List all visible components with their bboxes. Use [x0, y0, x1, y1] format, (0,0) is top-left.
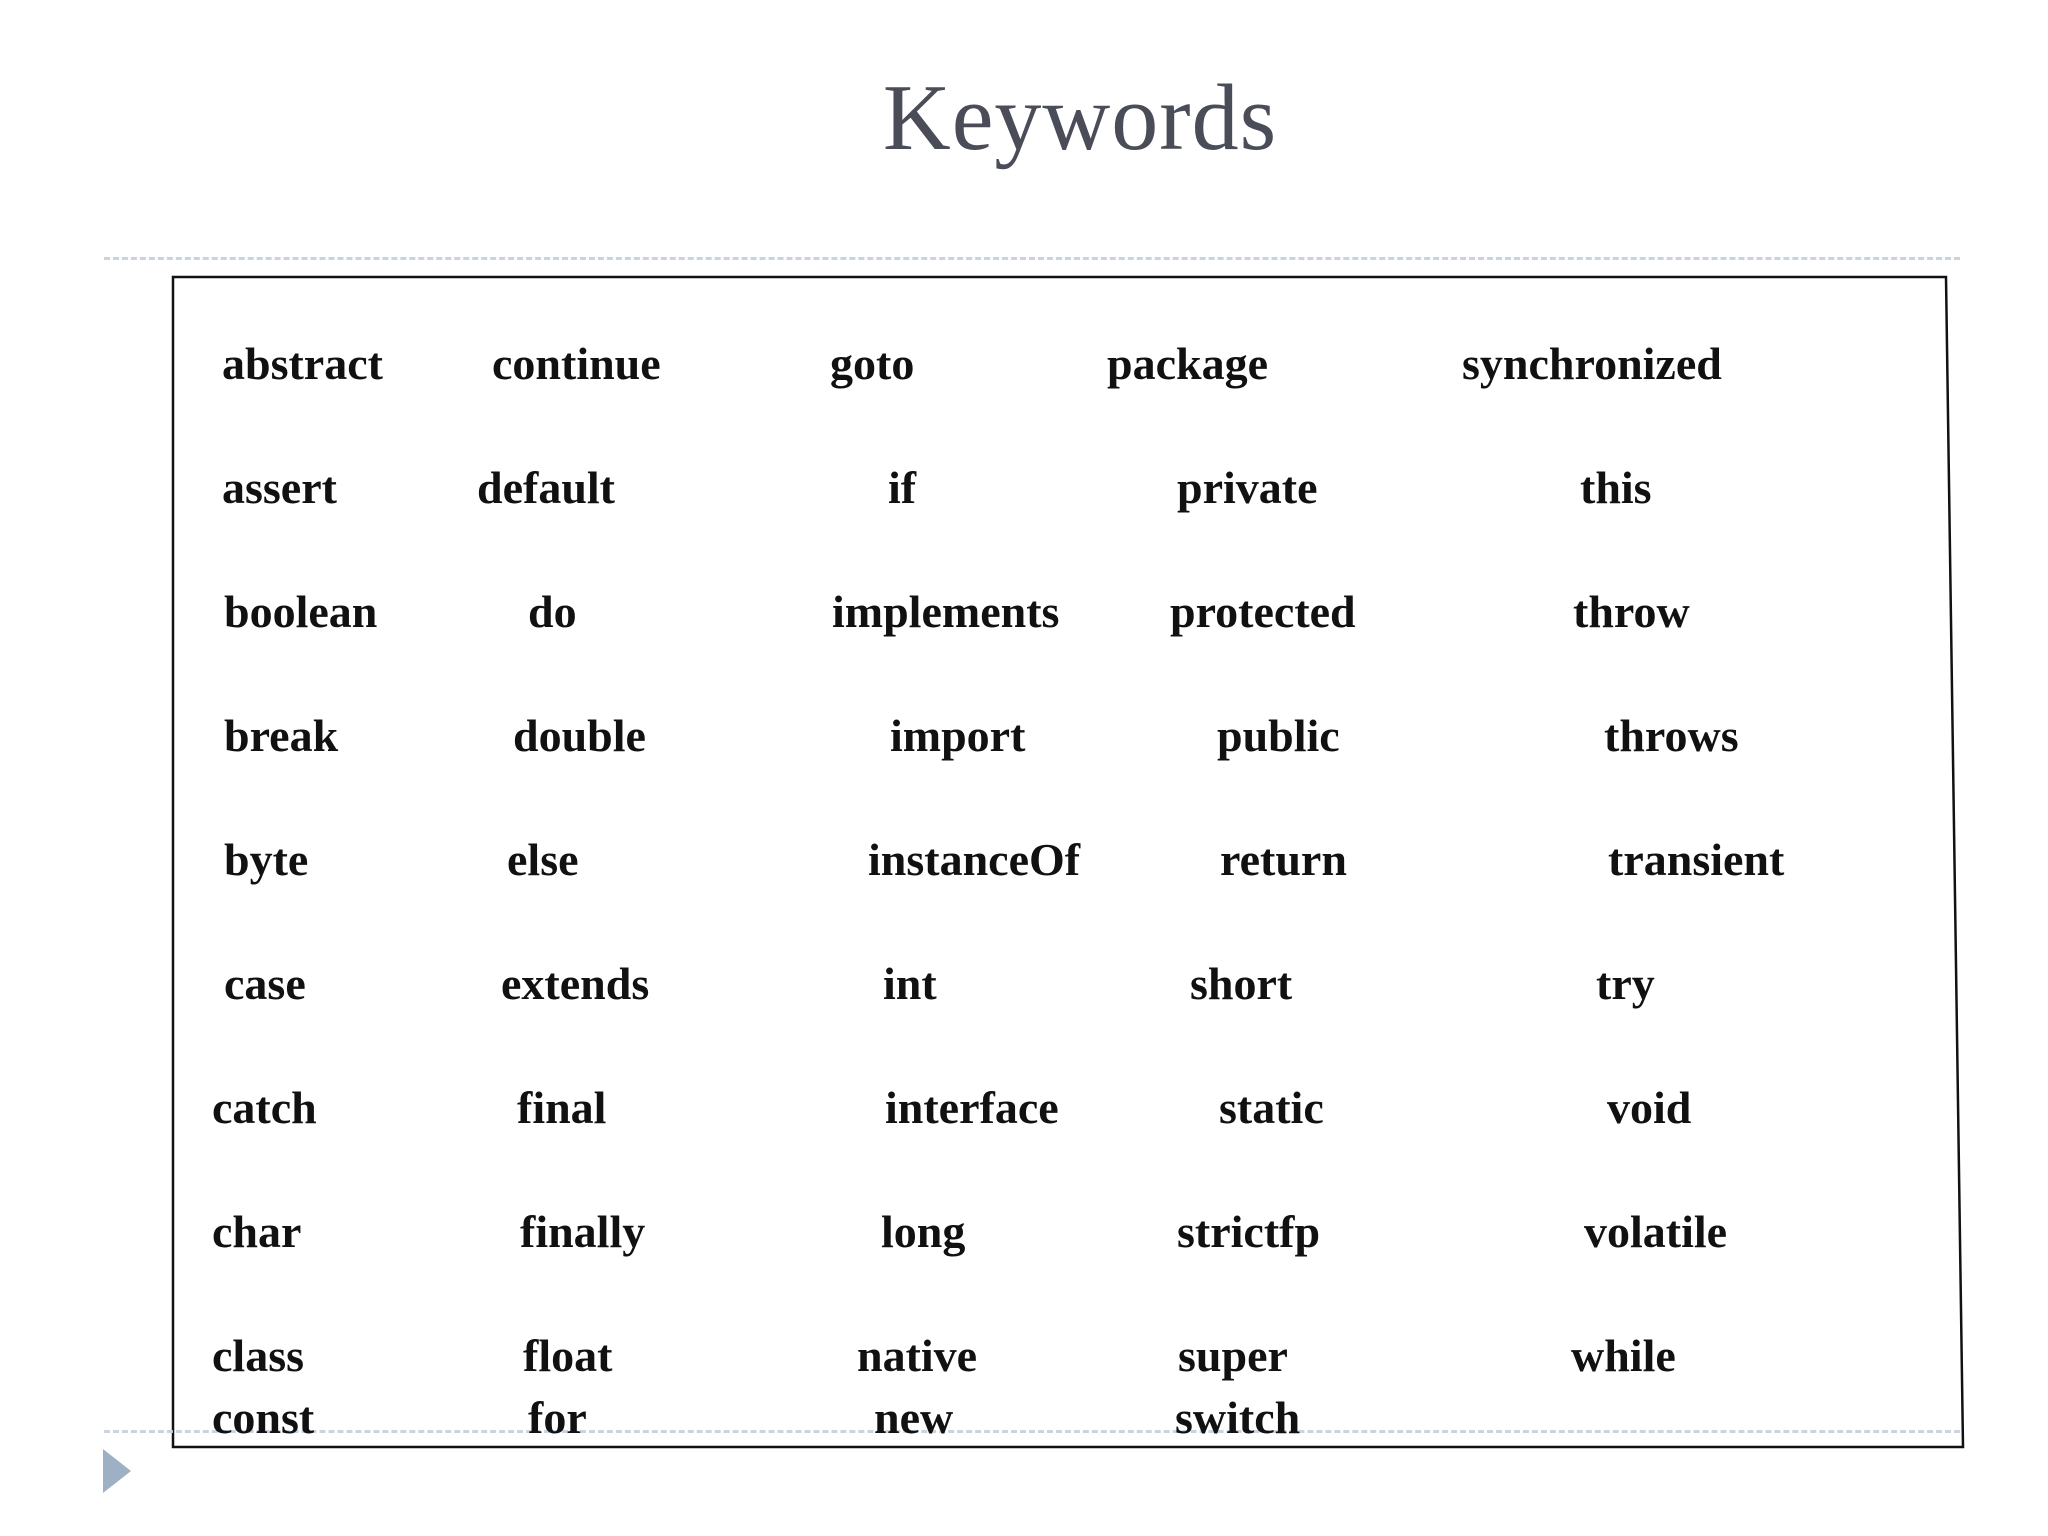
keyword-public: public: [1217, 710, 1340, 761]
keyword-throw: throw: [1573, 586, 1690, 637]
keyword-static: static: [1219, 1082, 1324, 1133]
keyword-const: const: [212, 1392, 315, 1443]
keyword-abstract: abstract: [222, 338, 383, 389]
keyword-break: break: [224, 710, 339, 761]
keyword-implements: implements: [832, 586, 1060, 637]
keyword-extends: extends: [501, 958, 650, 1009]
keyword-new: new: [874, 1392, 954, 1443]
slide-title: Keywords: [882, 66, 1278, 170]
keyword-instanceOf: instanceOf: [868, 834, 1081, 885]
keyword-finally: finally: [520, 1206, 646, 1257]
keyword-double: double: [513, 710, 646, 761]
keyword-import: import: [890, 710, 1026, 761]
keyword-super: super: [1178, 1330, 1288, 1381]
keyword-int: int: [883, 958, 937, 1009]
keyword-case: case: [224, 958, 306, 1009]
keyword-synchronized: synchronized: [1462, 338, 1722, 389]
keyword-final: final: [517, 1082, 607, 1133]
footer-divider: [104, 1430, 1960, 1433]
keyword-catch: catch: [212, 1082, 317, 1133]
keyword-short: short: [1190, 958, 1293, 1009]
keyword-long: long: [881, 1206, 966, 1257]
keyword-void: void: [1607, 1082, 1692, 1133]
keyword-throws: throws: [1604, 710, 1739, 761]
keyword-strictfp: strictfp: [1177, 1206, 1321, 1257]
keyword-else: else: [507, 834, 579, 885]
keyword-while: while: [1571, 1330, 1676, 1381]
keyword-float: float: [523, 1330, 613, 1381]
keyword-switch: switch: [1175, 1392, 1301, 1443]
keyword-package: package: [1107, 338, 1268, 389]
keyword-default: default: [477, 462, 615, 513]
keyword-volatile: volatile: [1584, 1206, 1728, 1257]
keyword-boolean: boolean: [224, 586, 378, 637]
keyword-transient: transient: [1608, 834, 1785, 885]
keyword-if: if: [888, 462, 917, 513]
keyword-native: native: [857, 1330, 978, 1381]
keyword-continue: continue: [492, 338, 661, 389]
keyword-private: private: [1177, 462, 1318, 513]
keyword-try: try: [1596, 958, 1655, 1009]
keyword-class: class: [212, 1330, 304, 1381]
keyword-interface: interface: [885, 1082, 1059, 1133]
triangle-right-icon: [103, 1449, 131, 1493]
title-divider: [104, 257, 1960, 260]
keyword-char: char: [212, 1206, 302, 1257]
keyword-this: this: [1580, 462, 1652, 513]
keyword-return: return: [1220, 834, 1347, 885]
keyword-goto: goto: [830, 338, 915, 389]
keyword-do: do: [528, 586, 577, 637]
keyword-protected: protected: [1170, 586, 1356, 637]
keyword-byte: byte: [224, 834, 309, 885]
keyword-assert: assert: [222, 462, 337, 513]
keyword-for: for: [528, 1392, 587, 1443]
